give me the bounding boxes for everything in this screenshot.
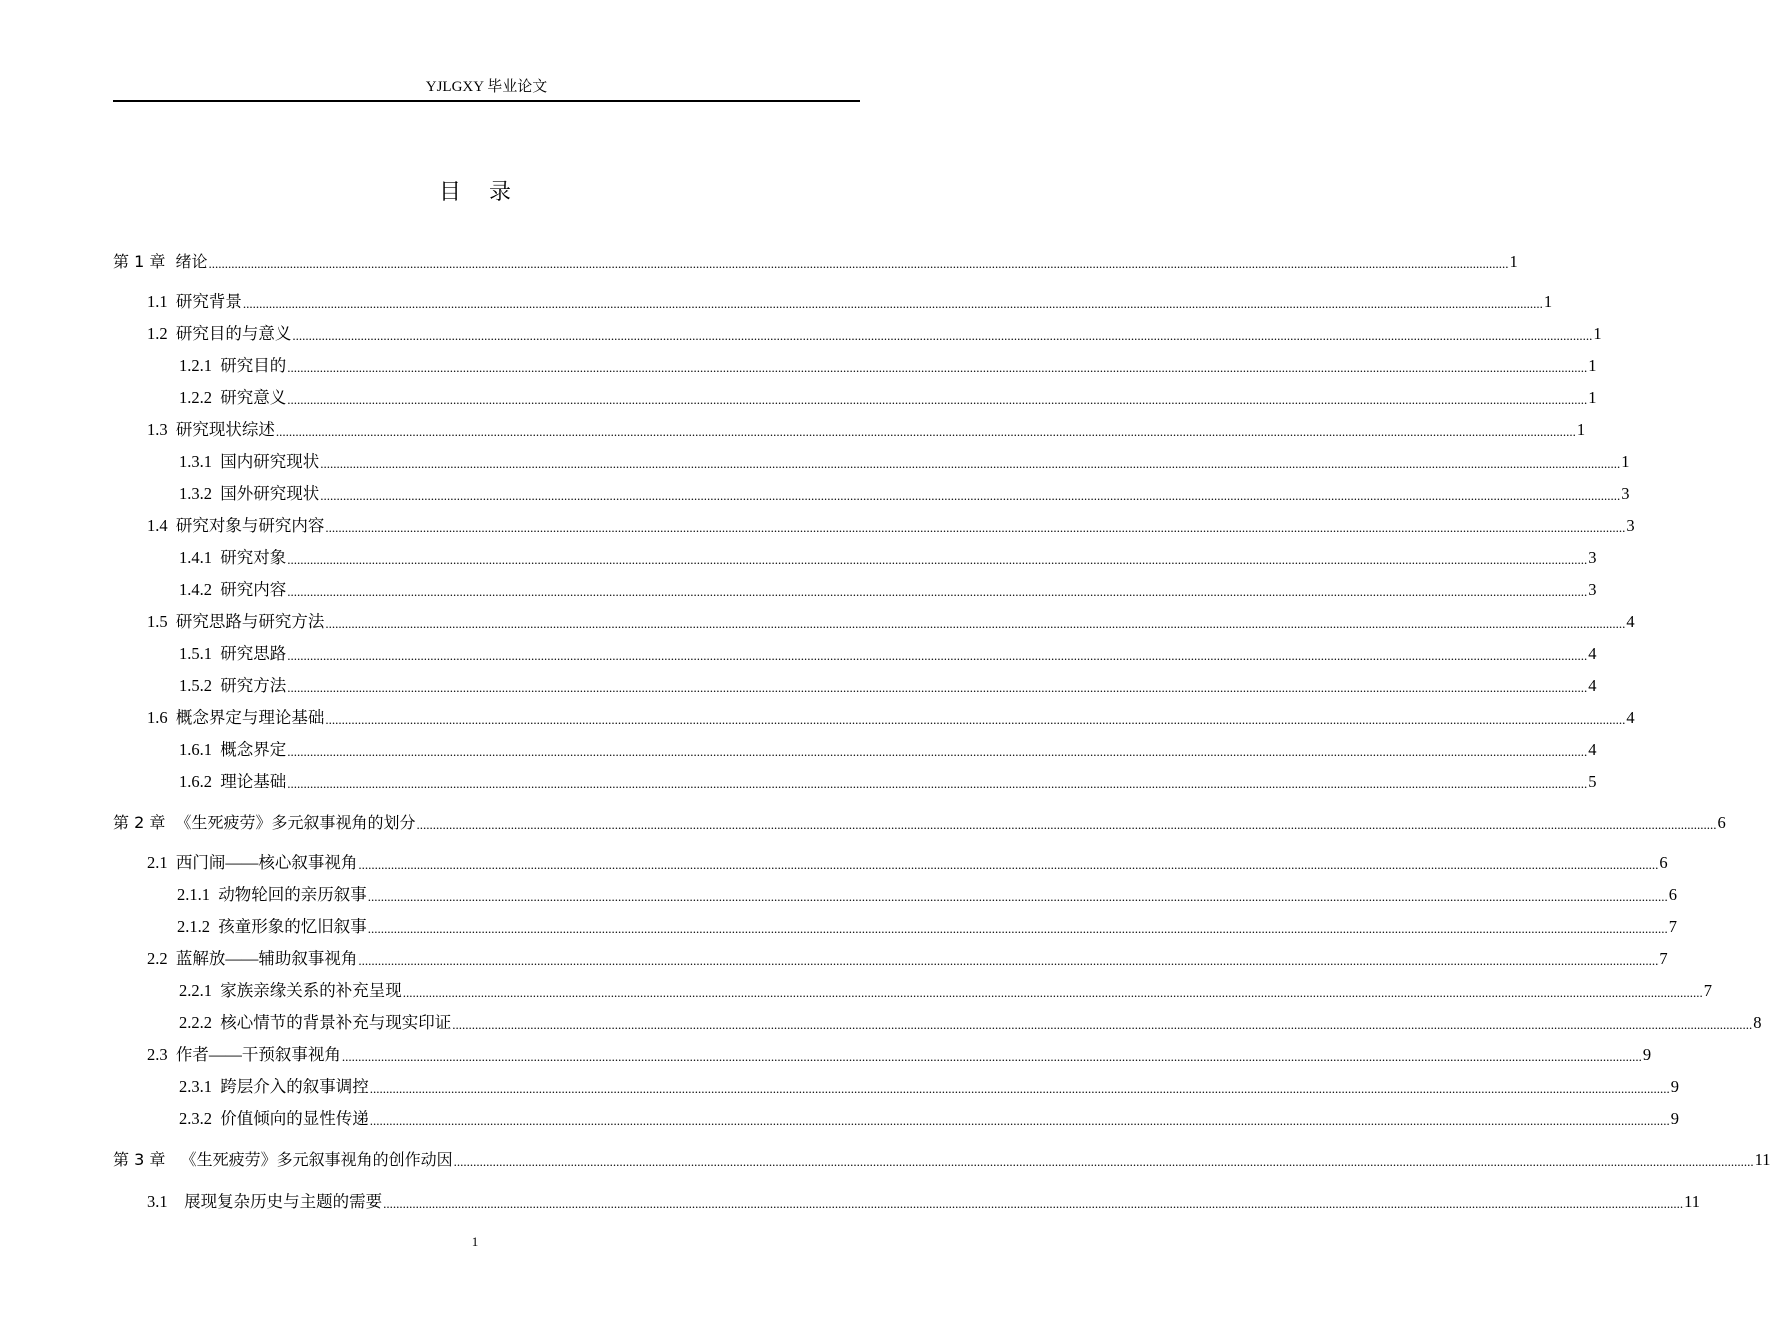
toc-entry-page: 6 <box>1659 853 1668 872</box>
toc-chapter-entry[interactable] <box>113 811 1726 833</box>
toc-entry-label: 2.3 作者——干预叙事视角 <box>147 1045 341 1064</box>
toc-entry-label: 1.3.2 国外研究现状 <box>179 484 320 503</box>
dot-leader: ................................................................................................................................................................................................................................................................................................................................................................................................................ <box>287 680 1588 695</box>
dot-leader: ................................................................................................................................................................................................................................................................................................................................................................................................................ <box>320 488 1621 503</box>
toc-entry-page: 3 <box>1588 548 1597 567</box>
toc-entry[interactable] <box>113 418 1586 440</box>
dot-leader: ................................................................................................................................................................................................................................................................................................................................................................................................................ <box>287 776 1588 791</box>
toc-entry-page: 4 <box>1626 612 1635 631</box>
dot-leader: ................................................................................................................................................................................................................................................................................................................................................................................................................ <box>325 520 1626 535</box>
toc-entry[interactable] <box>113 642 1597 664</box>
toc-entry-label: 1.5 研究思路与研究方法 <box>147 612 325 631</box>
toc-entry[interactable] <box>113 386 1597 408</box>
toc-entry[interactable] <box>113 770 1597 792</box>
toc-entry[interactable] <box>113 851 1668 873</box>
toc-entry-label: 1.6 概念界定与理论基础 <box>147 708 325 727</box>
toc-entry-label: 2.2.1 家族亲缘关系的补充呈现 <box>179 981 402 1000</box>
toc-entry-label: 1.6.2 理论基础 <box>179 772 287 791</box>
toc-entry-label: 2.3.1 跨层介入的叙事调控 <box>179 1077 369 1096</box>
toc-entry-page: 11 <box>1684 1192 1701 1211</box>
toc-entry[interactable] <box>113 610 1635 632</box>
toc-entry-page: 1 <box>1509 252 1518 271</box>
toc-entry[interactable] <box>113 482 1630 504</box>
toc-entry-label: 1.3.1 国内研究现状 <box>179 452 320 471</box>
toc-entry-label: 1.5.1 研究思路 <box>179 644 287 663</box>
toc-entry-label: 第 2 章 《生死疲劳》多元叙事视角的划分 <box>113 813 416 832</box>
dot-leader: ................................................................................................................................................................................................................................................................................................................................................................................................................ <box>341 1049 1642 1064</box>
toc-entry[interactable] <box>113 1190 1701 1212</box>
toc-entry-label: 1.6.1 概念界定 <box>179 740 287 759</box>
toc-entry-page: 4 <box>1588 740 1597 759</box>
toc-entry-page: 8 <box>1753 1013 1762 1032</box>
toc-entry[interactable] <box>113 322 1602 344</box>
dot-leader: ................................................................................................................................................................................................................................................................................................................................................................................................................ <box>452 1017 1753 1032</box>
dot-leader: ................................................................................................................................................................................................................................................................................................................................................................................................................ <box>242 296 1543 311</box>
toc-entry[interactable] <box>113 450 1630 472</box>
toc-entry[interactable] <box>113 674 1597 696</box>
toc-entry-page: 9 <box>1670 1077 1679 1096</box>
dot-leader: ................................................................................................................................................................................................................................................................................................................................................................................................................ <box>325 712 1626 727</box>
toc-entry[interactable] <box>113 883 1677 905</box>
running-header: YJLGXY 毕业论文 <box>425 79 548 95</box>
toc-entry[interactable] <box>113 947 1668 969</box>
toc-entry-page: 1 <box>1588 388 1597 407</box>
toc-entry[interactable] <box>113 354 1597 376</box>
toc-entry[interactable] <box>113 1075 1679 1097</box>
dot-leader: ................................................................................................................................................................................................................................................................................................................................................................................................................ <box>402 985 1703 1000</box>
toc-entry[interactable] <box>113 979 1712 1001</box>
dot-leader: ................................................................................................................................................................................................................................................................................................................................................................................................................ <box>275 424 1576 439</box>
toc-chapter-entry[interactable] <box>113 1148 1771 1170</box>
dot-leader: ................................................................................................................................................................................................................................................................................................................................................................................................................ <box>208 256 1509 271</box>
toc-entry[interactable] <box>113 514 1635 536</box>
toc-entry-label: 1.4.1 研究对象 <box>179 548 287 567</box>
toc-entry-label: 1.5.2 研究方法 <box>179 676 287 695</box>
toc-entry[interactable] <box>113 706 1635 728</box>
toc-entry-page: 1 <box>1543 292 1553 311</box>
toc-entry-page: 7 <box>1703 981 1712 1000</box>
toc-entry-label: 3.1 展现复杂历史与主题的需要 <box>147 1192 383 1211</box>
toc-entry[interactable] <box>113 578 1597 600</box>
toc-entry[interactable] <box>113 290 1553 312</box>
dot-leader: ................................................................................................................................................................................................................................................................................................................................................................................................................ <box>287 360 1588 375</box>
toc-entry[interactable] <box>113 546 1597 568</box>
toc-entry-page: 1 <box>1593 324 1602 343</box>
dot-leader: ................................................................................................................................................................................................................................................................................................................................................................................................................ <box>325 616 1626 631</box>
toc-entry[interactable] <box>113 1043 1652 1065</box>
toc-entry-page: 4 <box>1588 676 1597 695</box>
toc-entry-label: 2.1.1 动物轮回的亲历叙事 <box>177 885 367 904</box>
dot-leader: ................................................................................................................................................................................................................................................................................................................................................................................................................ <box>416 817 1717 832</box>
toc-entry-label: 1.1 研究背景 <box>147 292 242 311</box>
toc-entry[interactable] <box>113 1107 1679 1129</box>
toc-entry-page: 3 <box>1626 516 1635 535</box>
toc-entry-label: 2.2.2 核心情节的背景补充与现实印证 <box>179 1013 452 1032</box>
dot-leader: ................................................................................................................................................................................................................................................................................................................................................................................................................ <box>369 1113 1670 1128</box>
toc-entry-label: 2.3.2 价值倾向的显性传递 <box>179 1109 369 1128</box>
dot-leader: ................................................................................................................................................................................................................................................................................................................................................................................................................ <box>292 328 1593 343</box>
toc-entry-page: 9 <box>1642 1045 1652 1064</box>
toc-entry-page: 4 <box>1626 708 1635 727</box>
toc-entry-page: 1 <box>1621 452 1630 471</box>
dot-leader: ................................................................................................................................................................................................................................................................................................................................................................................................................ <box>369 1081 1670 1096</box>
toc-entry[interactable] <box>113 738 1597 760</box>
toc-entry-page: 11 <box>1754 1150 1771 1169</box>
toc-title: 目录 <box>438 180 539 205</box>
dot-leader: ................................................................................................................................................................................................................................................................................................................................................................................................................ <box>367 889 1668 904</box>
toc-entry-label: 2.1 西门闹——核心叙事视角 <box>147 853 358 872</box>
toc-entry-label: 1.2.2 研究意义 <box>179 388 287 407</box>
toc-entry-page: 3 <box>1588 580 1597 599</box>
toc-entry-label: 1.3 研究现状综述 <box>147 420 275 439</box>
dot-leader: ................................................................................................................................................................................................................................................................................................................................................................................................................ <box>320 456 1621 471</box>
dot-leader: ................................................................................................................................................................................................................................................................................................................................................................................................................ <box>358 857 1659 872</box>
toc-entry-page: 4 <box>1588 644 1597 663</box>
dot-leader: ................................................................................................................................................................................................................................................................................................................................................................................................................ <box>358 953 1659 968</box>
toc-chapter-entry[interactable] <box>113 250 1518 272</box>
page-number: 1 <box>471 1234 479 1249</box>
toc-entry-page: 7 <box>1659 949 1668 968</box>
toc-entry-label: 1.4 研究对象与研究内容 <box>147 516 325 535</box>
dot-leader: ................................................................................................................................................................................................................................................................................................................................................................................................................ <box>453 1154 1754 1169</box>
toc-entry[interactable] <box>113 915 1677 937</box>
toc-entry-label: 1.2 研究目的与意义 <box>147 324 292 343</box>
dot-leader: ................................................................................................................................................................................................................................................................................................................................................................................................................ <box>287 392 1588 407</box>
toc-entry-page: 6 <box>1668 885 1677 904</box>
dot-leader: ................................................................................................................................................................................................................................................................................................................................................................................................................ <box>287 584 1588 599</box>
toc-entry-page: 6 <box>1717 813 1726 832</box>
toc-entry-label: 1.2.1 研究目的 <box>179 356 287 375</box>
toc-entry[interactable] <box>113 1011 1762 1033</box>
toc-entry-label: 2.2 蓝解放——辅助叙事视角 <box>147 949 358 968</box>
toc-entry-label: 1.4.2 研究内容 <box>179 580 287 599</box>
toc-entry-page: 5 <box>1588 772 1597 791</box>
header-rule <box>113 100 860 102</box>
toc-entry-label: 第 1 章 绪论 <box>113 252 208 271</box>
dot-leader: ................................................................................................................................................................................................................................................................................................................................................................................................................ <box>287 648 1588 663</box>
toc-entry-page: 7 <box>1668 917 1677 936</box>
toc-entry-label: 第 3 章 《生死疲劳》多元叙事视角的创作动因 <box>113 1150 453 1169</box>
toc-entry-page: 9 <box>1670 1109 1679 1128</box>
dot-leader: ................................................................................................................................................................................................................................................................................................................................................................................................................ <box>287 744 1588 759</box>
dot-leader: ................................................................................................................................................................................................................................................................................................................................................................................................................ <box>367 921 1668 936</box>
toc-entry-label: 2.1.2 孩童形象的忆旧叙事 <box>177 917 367 936</box>
toc-entry-page: 3 <box>1621 484 1630 503</box>
dot-leader: ................................................................................................................................................................................................................................................................................................................................................................................................................ <box>287 552 1588 567</box>
toc-entry-page: 1 <box>1576 420 1586 439</box>
toc-entry-page: 1 <box>1588 356 1597 375</box>
dot-leader: ................................................................................................................................................................................................................................................................................................................................................................................................................ <box>383 1196 1684 1211</box>
